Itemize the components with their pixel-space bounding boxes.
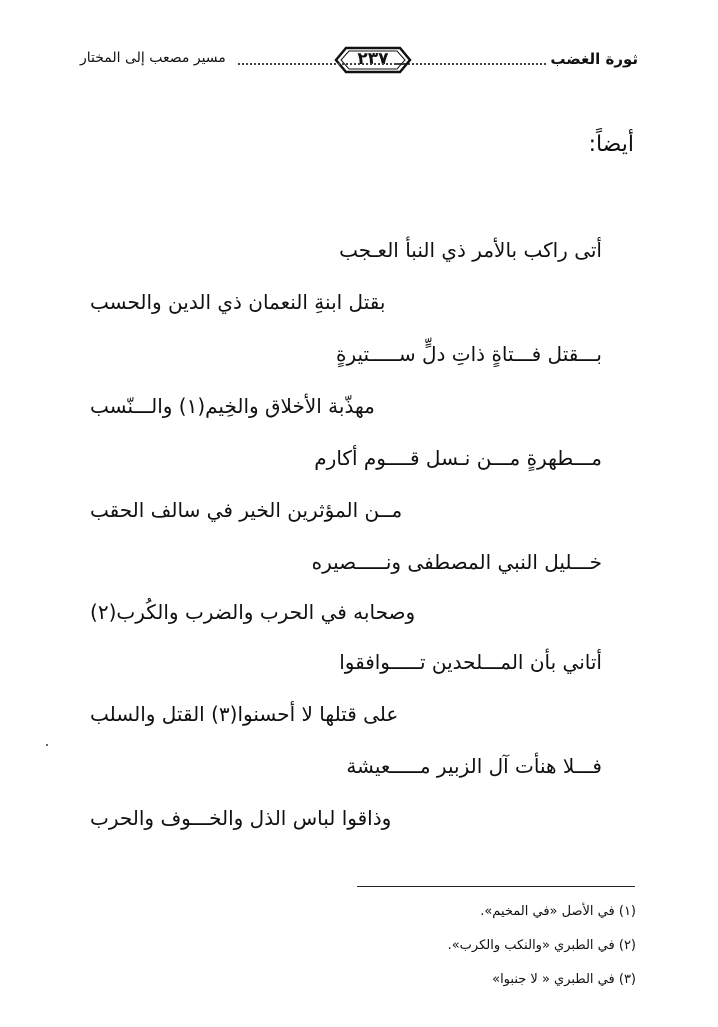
stray-mark: [46, 744, 48, 746]
verse-line: مـــطهرةٍ مـــن نـسل قــــوم أكارم: [314, 446, 602, 470]
header-dotted-leader-right: [396, 63, 546, 65]
header-dotted-leader-left: [238, 63, 404, 65]
verse-line: أتى راكب بالأمر ذي النبأ العـجب: [339, 238, 602, 262]
page-header: [76, 42, 638, 78]
verse-line: وذاقوا لباس الذل والخـــوف والحرب: [90, 806, 392, 830]
page-number: ٢٣٧: [357, 49, 389, 69]
verse-line: على قتلها لا أحسنوا(٣) القتل والسلب: [90, 702, 399, 726]
verse-line: بـــقتل فـــتاةٍ ذاتِ دلٍّ ســـــتيرةٍ: [336, 342, 602, 366]
verse-line: مــن المؤثرين الخير في سالف الحقب: [90, 498, 403, 522]
verse-line: أتاني بأن المـــلحدين تـــــوافقوا: [339, 650, 602, 674]
footnote: (١) في الأصل «في المخيم».: [480, 904, 636, 919]
verse-line: فـــلا هنأت آل الزبير مـــــعيشة: [346, 754, 602, 778]
verse-line: وصحابه في الحرب والضرب والكُرب(٢): [90, 600, 416, 624]
footnote: (٢) في الطبري «والنكب والكرب».: [447, 938, 636, 953]
chapter-title: مسير مصعب إلى المختار: [80, 50, 226, 66]
verse-line: خـــليل النبي المصطفى ونـــــصيره: [311, 550, 602, 574]
footnote: (٣) في الطبري « لا جنبوا»: [492, 972, 636, 987]
verse-line: بقتل ابنةِ النعمان ذي الدين والحسب: [90, 290, 386, 314]
section-heading: أيضاً:: [588, 132, 634, 157]
verse-line: مهذّبة الأخلاق والخِيم(١) والـــنّسب: [90, 394, 375, 418]
page-number-badge: [332, 44, 414, 76]
book-title: ثورة الغضب: [550, 50, 638, 68]
footnote-separator: [357, 886, 635, 887]
